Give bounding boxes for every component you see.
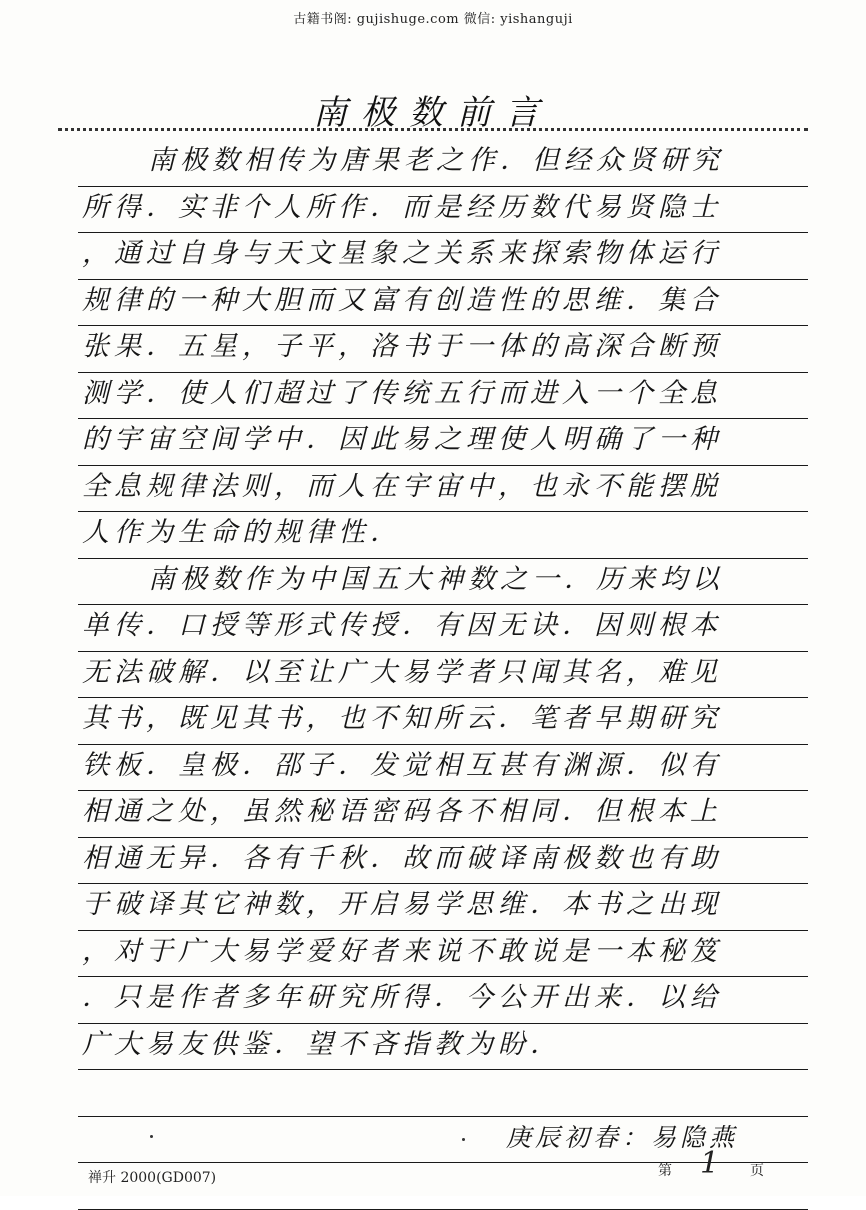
text-line: 规律的一种大胆而又富有创造性的思维．集合 xyxy=(78,280,808,327)
page-prefix: 第 xyxy=(658,1163,672,1179)
header-watermark: 古籍书阁: gujishuge.com 微信: yishanguji xyxy=(293,12,573,27)
text-line: 广大易友供鉴．望不吝指教为盼． xyxy=(78,1024,808,1071)
text-line: 于破译其它神数，开启易学思维．本书之出现 xyxy=(78,884,808,931)
text-line: 所得．实非个人所作．而是经历数代易贤隐士 xyxy=(78,187,808,234)
text-line: 人作为生命的规律性． xyxy=(78,512,808,559)
text-line: 其书，既见其书，也不知所云．笔者早期研究 xyxy=(78,698,808,745)
text-line: 相通无异．各有千秋．故而破译南极数也有助 xyxy=(78,838,808,885)
signature-line: 庚辰初春：易隐燕 xyxy=(78,1117,808,1164)
text-line: 全息规律法则，而人在宇宙中，也永不能摆脱 xyxy=(78,466,808,513)
text-line: 张果．五星，子平，洛书于一体的高深合断预 xyxy=(78,326,808,373)
ink-speck xyxy=(462,1138,465,1141)
text-line: ，对于广大易学爱好者来说不敢说是一本秘笈 xyxy=(78,931,808,978)
page-title: 南极数前言 xyxy=(313,93,553,133)
manuscript-body xyxy=(78,140,808,1210)
text-line: 南极数作为中国五大神数之一．历来均以 xyxy=(78,559,808,606)
footer-print-code: 禅升 2000(GD007) xyxy=(88,1170,217,1186)
blank-line xyxy=(78,1070,808,1117)
ink-speck xyxy=(150,1135,153,1138)
page-suffix: 页 xyxy=(750,1163,764,1179)
text-line: 单传．口授等形式传授．有因无诀．因则根本 xyxy=(78,605,808,652)
text-line: 测学．使人们超过了传统五行而进入一个全息 xyxy=(78,373,808,420)
page-number: 1 xyxy=(700,1146,720,1181)
text-line: 南极数相传为唐果老之作．但经众贤研究 xyxy=(78,140,808,187)
text-line: 相通之处，虽然秘语密码各不相同．但根本上 xyxy=(78,791,808,838)
text-line: 无法破解．以至让广大易学者只闻其名，难见 xyxy=(78,652,808,699)
text-line: ，通过自身与天文星象之关系来探索物体运行 xyxy=(78,233,808,280)
text-line: ．只是作者多年研究所得．今公开出来．以给 xyxy=(78,977,808,1024)
title-divider xyxy=(58,128,808,131)
text-line: 铁板．皇极．邵子．发觉相互甚有渊源．似有 xyxy=(78,745,808,792)
text-line: 的宇宙空间学中．因此易之理使人明确了一种 xyxy=(78,419,808,466)
